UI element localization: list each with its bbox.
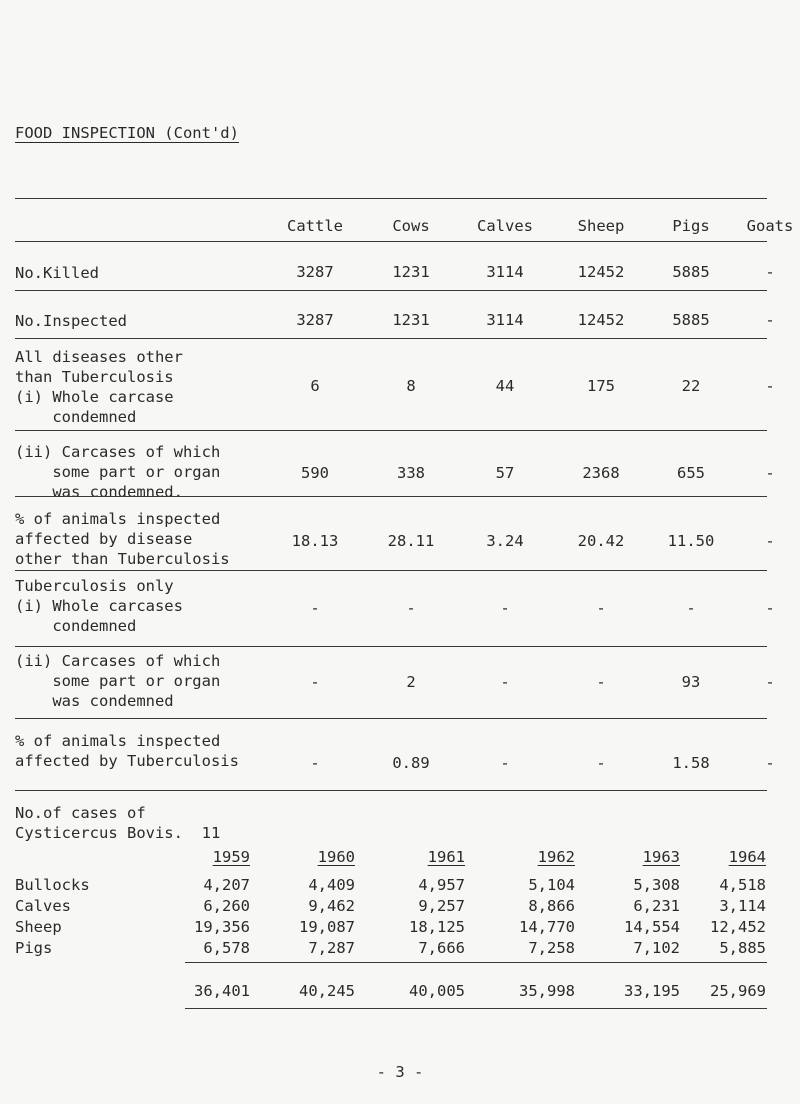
year-header: 1963 xyxy=(642,848,680,866)
year-row-label: Bullocks xyxy=(15,876,90,894)
year-header: 1960 xyxy=(317,848,355,866)
table-cell: 175 xyxy=(587,377,615,395)
year-cell: 5,104 xyxy=(528,876,575,894)
year-cell: 6,231 xyxy=(633,897,680,915)
year-header: 1959 xyxy=(212,848,250,866)
year-row-label: Calves xyxy=(15,897,71,915)
row-divider xyxy=(15,790,767,791)
table-cell: - xyxy=(310,754,320,772)
year-cell: 9,462 xyxy=(308,897,355,915)
year-cell: 7,287 xyxy=(308,939,355,957)
year-cell: 19,087 xyxy=(299,918,355,936)
year-row-label: Sheep xyxy=(15,918,62,936)
table-cell: 12452 xyxy=(577,263,625,281)
table-cell: - xyxy=(310,673,320,691)
table-cell: 44 xyxy=(495,377,515,395)
table-cell: - xyxy=(500,673,510,691)
col-header-calves: Calves xyxy=(477,217,533,235)
table-cell: 6 xyxy=(310,377,320,395)
cysticercus-label: No.of cases of Cysticercus Bovis. 11 xyxy=(15,804,221,842)
row-divider xyxy=(15,718,767,719)
row-divider xyxy=(15,430,767,431)
total-rule-bottom xyxy=(185,1008,767,1009)
year-cell: 7,102 xyxy=(633,939,680,957)
table-cell: 57 xyxy=(495,464,515,482)
year-cell: 18,125 xyxy=(409,918,465,936)
year-row-label: Pigs xyxy=(15,939,53,957)
table-cell: 3287 xyxy=(296,311,334,329)
year-cell: 3,114 xyxy=(719,897,766,915)
total-cell: 35,998 xyxy=(519,982,575,1000)
table-cell: 5885 xyxy=(672,263,710,281)
row-divider xyxy=(15,496,767,497)
total-cell: 36,401 xyxy=(194,982,250,1000)
year-cell: 4,957 xyxy=(418,876,465,894)
rule xyxy=(15,241,767,242)
table-cell: 3.24 xyxy=(486,532,524,550)
total-cell: 40,245 xyxy=(299,982,355,1000)
table-cell: 20.42 xyxy=(577,532,625,550)
table-cell: 590 xyxy=(301,464,329,482)
row-divider xyxy=(15,290,767,291)
table-cell: 1231 xyxy=(392,263,430,281)
year-cell: 6,578 xyxy=(203,939,250,957)
table-cell: - xyxy=(765,464,775,482)
row-label: % of animals inspected affected by Tuberculosis xyxy=(15,732,239,770)
year-cell: 6,260 xyxy=(203,897,250,915)
table-cell: 3287 xyxy=(296,263,334,281)
table-cell: - xyxy=(765,311,775,329)
table-cell: 2 xyxy=(406,673,416,691)
row-divider xyxy=(15,570,767,571)
table-cell: - xyxy=(596,673,606,691)
year-cell: 19,356 xyxy=(194,918,250,936)
year-cell: 4,207 xyxy=(203,876,250,894)
total-rule-top xyxy=(185,962,767,963)
table-cell: 12452 xyxy=(577,311,625,329)
rule xyxy=(15,198,767,199)
year-header: 1961 xyxy=(427,848,465,866)
table-cell: 28.11 xyxy=(387,532,435,550)
table-cell: 655 xyxy=(677,464,705,482)
table-cell: - xyxy=(406,599,416,617)
year-header: 1962 xyxy=(537,848,575,866)
row-divider xyxy=(15,646,767,647)
table-cell: - xyxy=(310,599,320,617)
col-header-pigs: Pigs xyxy=(672,217,710,235)
table-cell: - xyxy=(765,532,775,550)
col-header-cattle: Cattle xyxy=(287,217,343,235)
table-cell: - xyxy=(686,599,696,617)
table-cell: 18.13 xyxy=(291,532,339,550)
table-cell: - xyxy=(596,599,606,617)
table-cell: 93 xyxy=(681,673,701,691)
table-cell: 2368 xyxy=(582,464,620,482)
year-cell: 4,409 xyxy=(308,876,355,894)
total-cell: 40,005 xyxy=(409,982,465,1000)
page-title: FOOD INSPECTION (Cont'd) xyxy=(15,124,239,142)
row-label: % of animals inspected affected by disease other than Tuberculosis xyxy=(15,510,230,568)
row-label: Tuberculosis only (i) Whole carcases condemned xyxy=(15,577,183,635)
table-cell: 3114 xyxy=(486,263,524,281)
year-cell: 8,866 xyxy=(528,897,575,915)
col-header-sheep: Sheep xyxy=(577,217,625,235)
row-label: All diseases other than Tuberculosis (i) Whole carcase condemned xyxy=(15,348,183,426)
year-cell: 12,452 xyxy=(710,918,766,936)
col-header-cows: Cows xyxy=(392,217,430,235)
table-cell: 11.50 xyxy=(667,532,715,550)
year-cell: 14,554 xyxy=(624,918,680,936)
table-cell: - xyxy=(596,754,606,772)
total-cell: 25,969 xyxy=(710,982,766,1000)
col-header-goats: Goats xyxy=(746,217,794,235)
table-cell: - xyxy=(765,599,775,617)
year-cell: 5,308 xyxy=(633,876,680,894)
page-number: - 3 - xyxy=(376,1063,424,1081)
table-cell: 22 xyxy=(681,377,701,395)
table-cell: - xyxy=(500,599,510,617)
year-cell: 7,258 xyxy=(528,939,575,957)
table-cell: - xyxy=(765,263,775,281)
total-cell: 33,195 xyxy=(624,982,680,1000)
row-divider xyxy=(15,338,767,339)
table-cell: 5885 xyxy=(672,311,710,329)
year-cell: 5,885 xyxy=(719,939,766,957)
table-cell: 3114 xyxy=(486,311,524,329)
table-cell: 0.89 xyxy=(392,754,430,772)
year-header: 1964 xyxy=(728,848,766,866)
table-cell: 338 xyxy=(397,464,425,482)
table-cell: - xyxy=(765,754,775,772)
year-cell: 9,257 xyxy=(418,897,465,915)
row-label: No.Killed xyxy=(15,264,99,282)
row-label: (ii) Carcases of which some part or organ was condemned. xyxy=(15,443,221,501)
row-label: (ii) Carcases of which some part or organ was condemned xyxy=(15,652,221,710)
year-cell: 7,666 xyxy=(418,939,465,957)
table-cell: - xyxy=(765,673,775,691)
table-cell: - xyxy=(765,377,775,395)
row-label: No.Inspected xyxy=(15,312,127,330)
table-cell: 1.58 xyxy=(672,754,710,772)
table-cell: - xyxy=(500,754,510,772)
year-cell: 4,518 xyxy=(719,876,766,894)
table-cell: 1231 xyxy=(392,311,430,329)
table-cell: 8 xyxy=(406,377,416,395)
year-cell: 14,770 xyxy=(519,918,575,936)
